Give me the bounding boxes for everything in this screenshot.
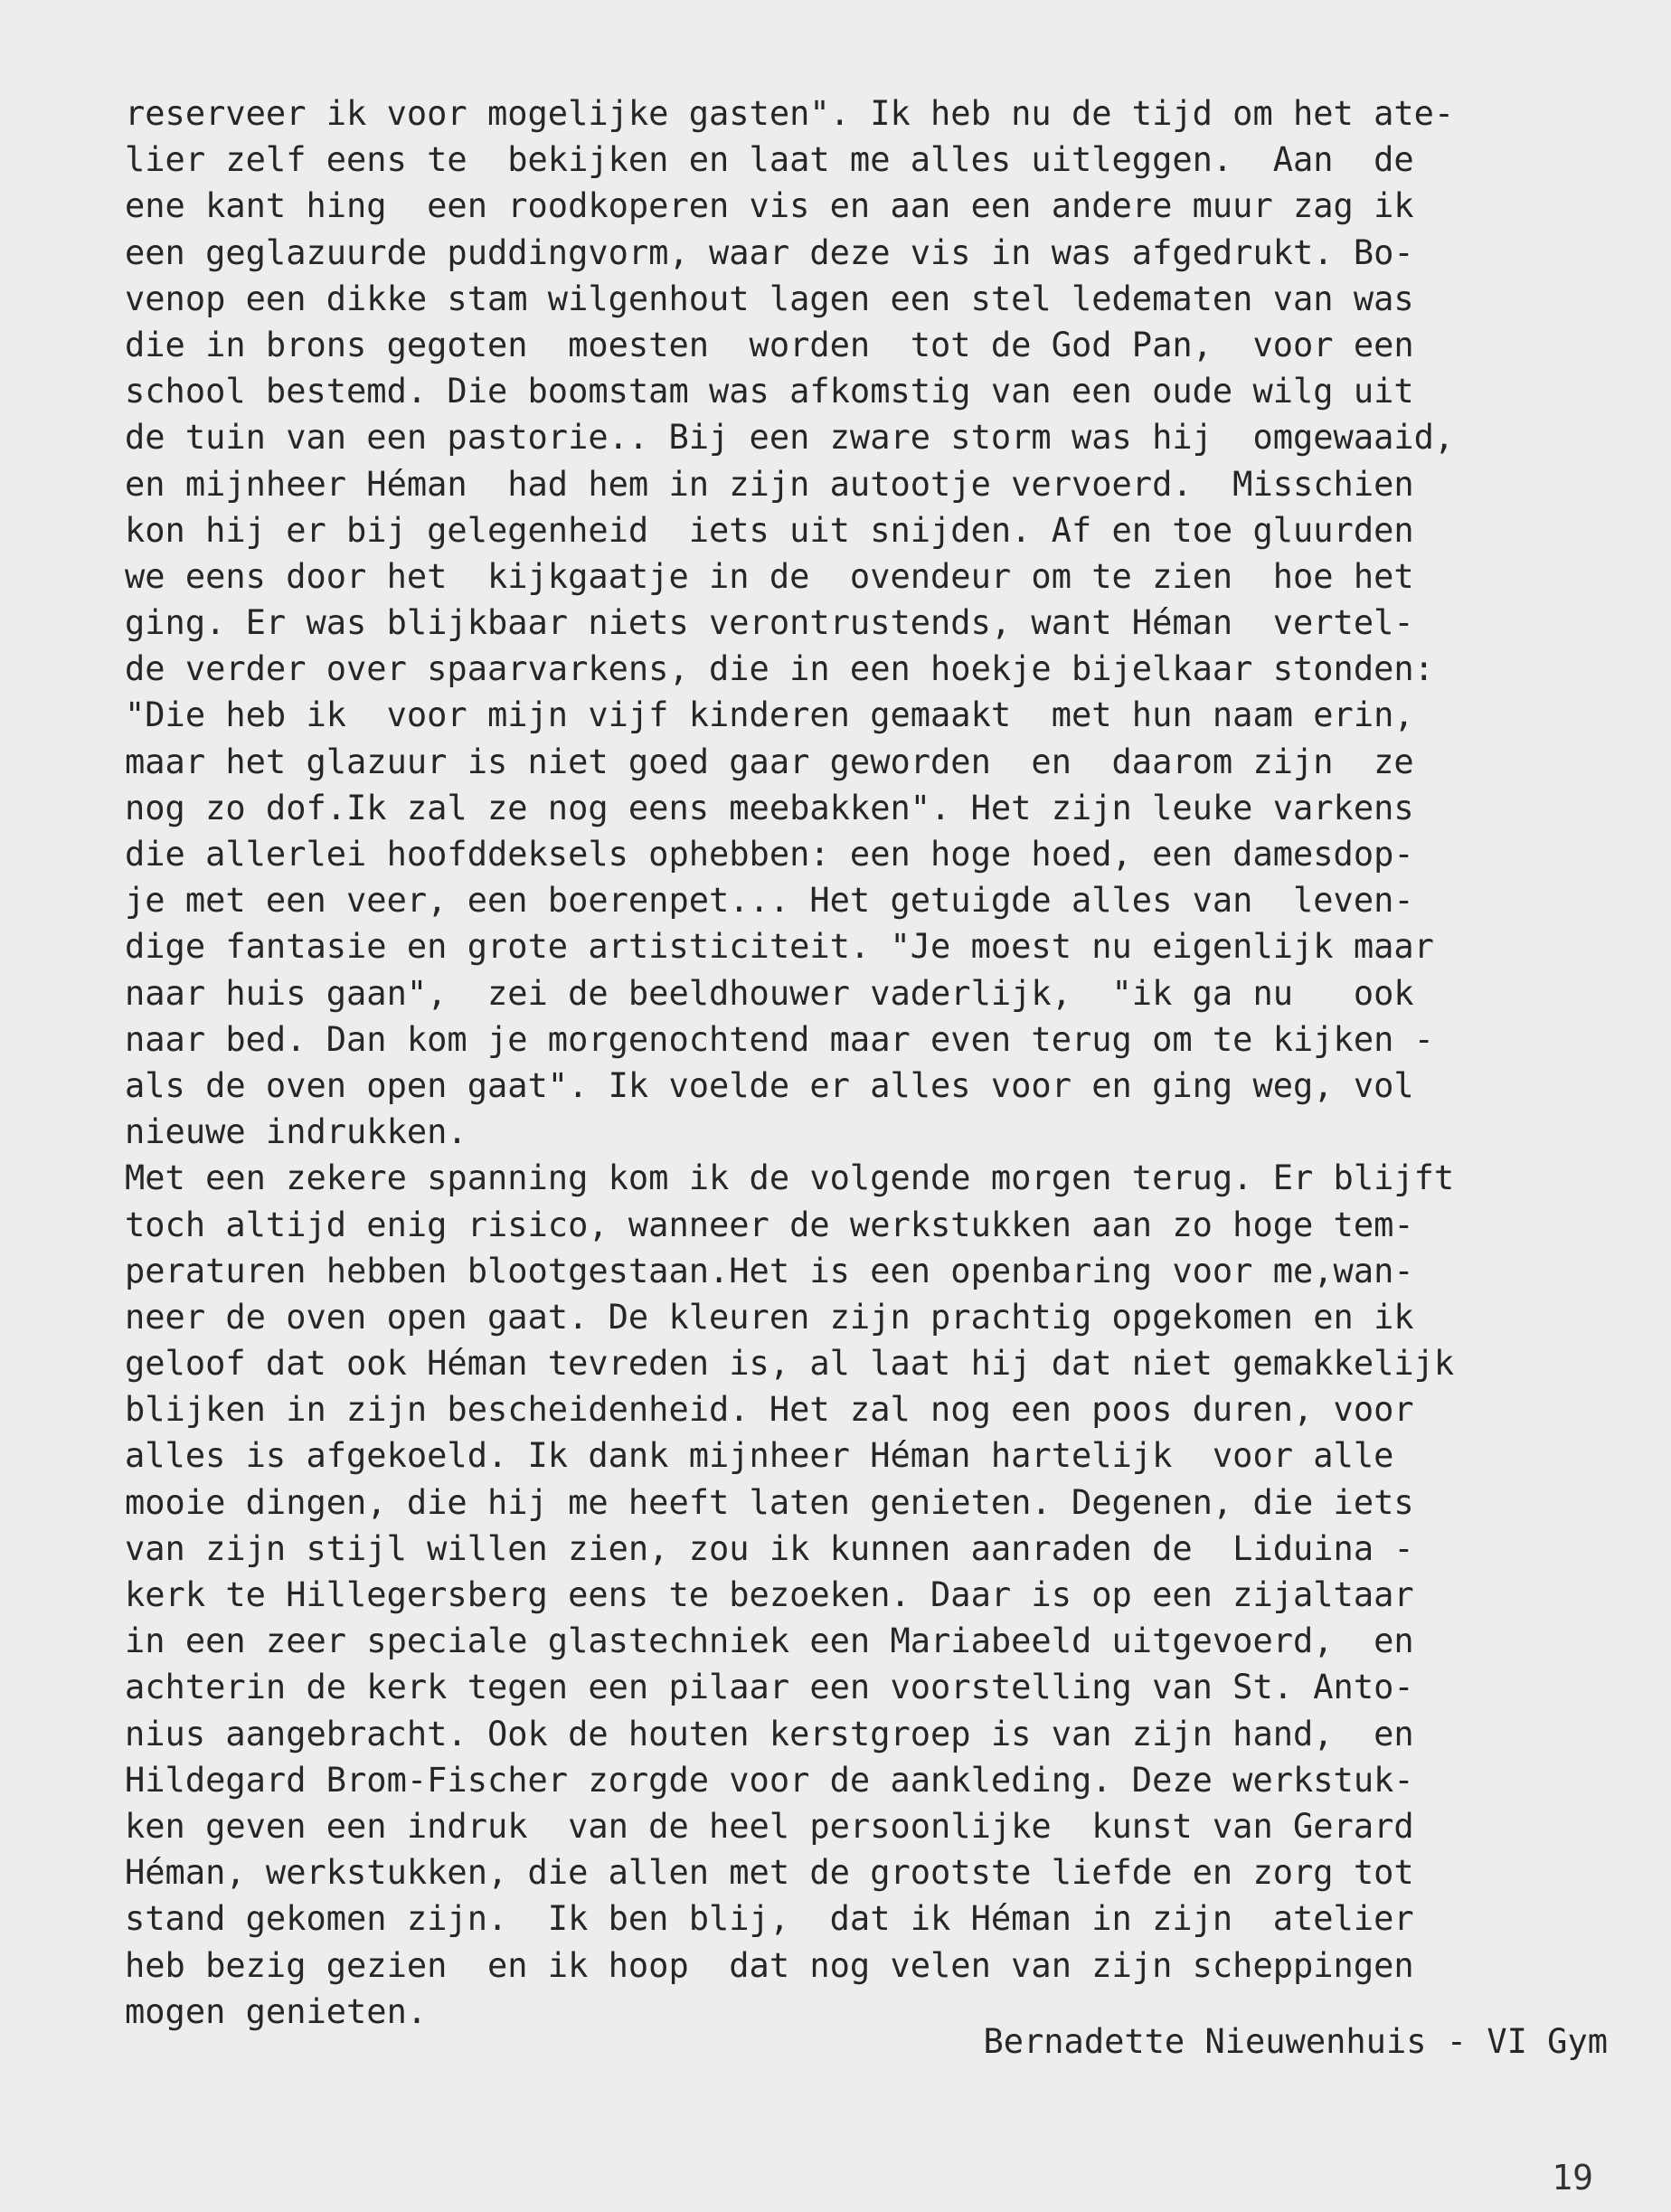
text-line: nieuwe indrukken.: [125, 1112, 467, 1152]
article-body: [125, 90, 1608, 2035]
text-line: van zijn stijl willen zien, zou ik kunnen aanraden de Liduina -: [125, 1528, 1414, 1568]
text-line: heb bezig gezien en ik hoop dat nog velen van zijn scheppingen: [125, 1945, 1414, 1985]
text-line: ene kant hing een roodkoperen vis en aan een andere muur zag ik: [125, 186, 1414, 226]
text-line: naar bed. Dan kom je morgenochtend maar even terug om te kijken -: [125, 1019, 1434, 1059]
text-line: alles is afgekoeld. Ik dank mijnheer Héman hartelijk voor alle: [125, 1436, 1394, 1476]
text-line: die allerlei hoofddeksels ophebben: een hoge hoed, een damesdop-: [125, 835, 1414, 874]
text-line: de tuin van een pastorie.. Bij een zware storm was hij omgewaaid,: [125, 418, 1455, 458]
text-line: ging. Er was blijkbaar niets verontrustends, want Héman vertel-: [125, 603, 1414, 643]
text-line: ken geven een indruk van de heel persoonlijke kunst van Gerard: [125, 1806, 1414, 1846]
text-line: school bestemd. Die boomstam was afkomstig van een oude wilg uit: [125, 372, 1414, 411]
text-line: Met een zekere spanning kom ik de volgende morgen terug. Er blijft: [125, 1158, 1455, 1198]
text-line: die in brons gegoten moesten worden tot de God Pan, voor een: [125, 325, 1414, 364]
text-line: peraturen hebben blootgestaan.Het is een openbaring voor me,wan-: [125, 1251, 1414, 1290]
text-line: "Die heb ik voor mijn vijf kinderen gemaakt met hun naam erin,: [125, 695, 1414, 735]
page-number: 19: [1552, 2158, 1593, 2198]
text-line: Héman, werkstukken, die allen met de grootste liefde en zorg tot: [125, 1853, 1414, 1893]
text-line: een geglazuurde puddingvorm, waar deze vis in was afgedrukt. Bo-: [125, 232, 1414, 272]
text-line: lier zelf eens te bekijken en laat me alles uitleggen. Aan de: [125, 140, 1414, 180]
text-line: dige fantasie en grote artisticiteit. "Je moest nu eigenlijk maar: [125, 927, 1434, 967]
text-line: mooie dingen, die hij me heeft laten genieten. Degenen, die iets: [125, 1482, 1414, 1522]
text-line: in een zeer speciale glastechniek een Mariabeeld uitgevoerd, en: [125, 1621, 1414, 1661]
text-line: we eens door het kijkgaatje in de ovendeur om te zien hoe het: [125, 556, 1414, 596]
text-line: als de oven open gaat". Ik voelde er alles voor en ging weg, vol: [125, 1065, 1414, 1105]
text-line: mogen genieten.: [125, 1991, 428, 2031]
text-line: stand gekomen zijn. Ik ben blij, dat ik Héman in zijn atelier: [125, 1899, 1414, 1939]
author-signature: Bernadette Nieuwenhuis - VI Gym: [983, 2022, 1608, 2061]
text-line: toch altijd enig risico, wanneer de werkstukken aan zo hoge tem-: [125, 1205, 1414, 1244]
text-line: kerk te Hillegersberg eens te bezoeken. Daar is op een zijaltaar: [125, 1575, 1414, 1614]
text-line: de verder over spaarvarkens, die in een hoekje bijelkaar stonden:: [125, 649, 1434, 689]
text-line: maar het glazuur is niet goed gaar geworden en daarom zijn ze: [125, 742, 1414, 781]
text-line: Hildegard Brom-Fischer zorgde voor de aankleding. Deze werkstuk-: [125, 1760, 1414, 1800]
text-line: nius aangebracht. Ook de houten kerstgroep is van zijn hand, en: [125, 1714, 1414, 1754]
text-line: reserveer ik voor mogelijke gasten". Ik heb nu de tijd om het ate-: [125, 94, 1455, 133]
text-line: neer de oven open gaat. De kleuren zijn prachtig opgekomen en ik: [125, 1297, 1414, 1337]
text-line: kon hij er bij gelegenheid iets uit snijden. Af en toe gluurden: [125, 510, 1414, 550]
text-line: je met een veer, een boerenpet... Het getuigde alles van leven-: [125, 881, 1414, 921]
text-line: nog zo dof.Ik zal ze nog eens meebakken". Het zijn leuke varkens: [125, 788, 1414, 827]
text-line: en mijnheer Héman had hem in zijn autootje vervoerd. Misschien: [125, 464, 1414, 504]
text-line: achterin de kerk tegen een pilaar een voorstelling van St. Anto-: [125, 1668, 1414, 1707]
text-line: blijken in zijn bescheidenheid. Het zal nog een poos duren, voor: [125, 1390, 1414, 1430]
text-line: geloof dat ook Héman tevreden is, al laat hij dat niet gemakkelijk: [125, 1344, 1455, 1384]
text-line: naar huis gaan", zei de beeldhouwer vaderlijk, "ik ga nu ook: [125, 973, 1414, 1013]
text-line: venop een dikke stam wilgenhout lagen een stel ledematen van was: [125, 279, 1414, 318]
